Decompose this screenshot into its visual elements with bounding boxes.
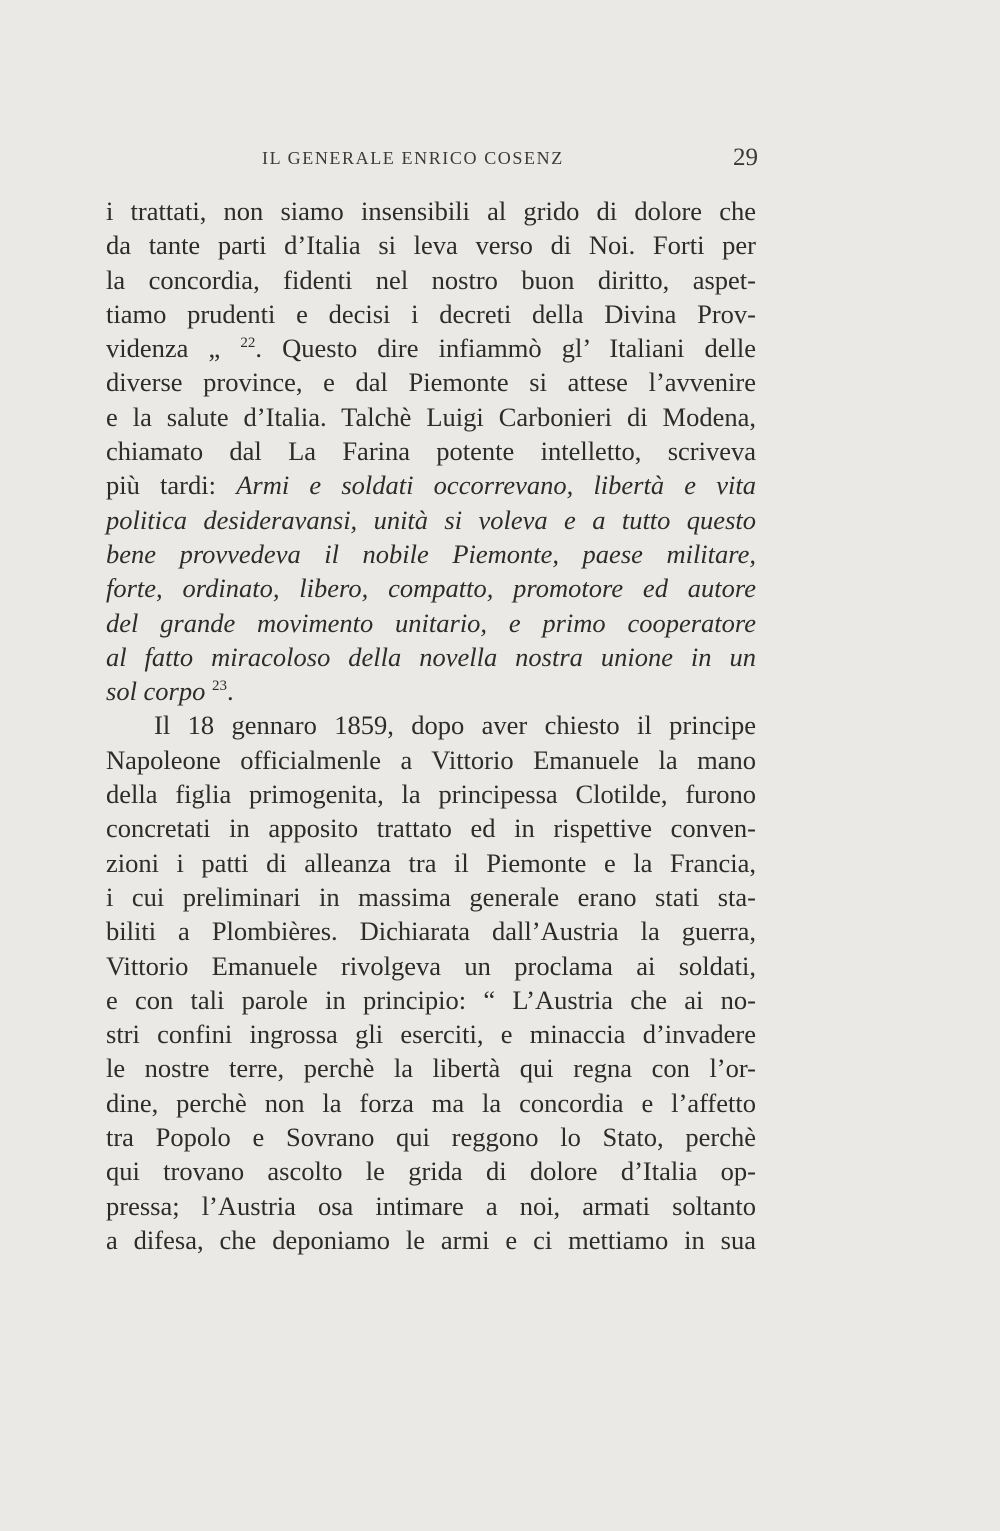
text-line: le nostre terre, perchè la libertà qui regna con l’or-	[106, 1053, 756, 1084]
text-line: della figlia primogenita, la principessa Clotilde, furono	[106, 779, 756, 810]
text-segment: videnza „	[106, 333, 241, 364]
italic-quote-segment: Armi e soldati occorrevano, libertà e vita	[236, 470, 756, 501]
text-line	[106, 606, 756, 640]
running-header	[262, 144, 758, 178]
text-line: chiamato dal La Farina potente intelletto, scriveva	[106, 436, 756, 467]
text-line: i cui preliminari in massima generale erano stati sta-	[106, 881, 756, 912]
text-segment: . Questo dire infiammò gl’ Italiani delle	[255, 333, 756, 364]
body-text	[106, 194, 756, 1257]
text-line: dine, perchè non la forza ma la concordia e l’affetto	[106, 1087, 756, 1118]
text-line	[106, 674, 756, 708]
text-line: i trattati, non siamo insensibili al grido di dolore che	[106, 196, 756, 226]
text-line: pressa; l’Austria osa intimare a noi, armati soltanto	[106, 1190, 756, 1221]
text-line: tiamo prudenti e decisi i decreti della Divina Prov-	[106, 298, 756, 329]
text-line	[106, 571, 756, 605]
text-line	[106, 640, 756, 674]
text-line: zioni i patti di alleanza tra il Piemonte e la Francia,	[106, 847, 756, 878]
text-line: Napoleone officialmenle a Vittorio Emanuele la mano	[106, 744, 756, 775]
text-line: e con tali parole in principio: “ L’Austria che ai no-	[106, 984, 756, 1015]
footnote-ref-23: 23	[212, 678, 227, 695]
text-line: concretati in apposito trattato ed in rispettive conven-	[106, 813, 756, 844]
text-line: qui trovano ascolto le grida di dolore d’Italia op-	[106, 1156, 756, 1187]
text-line: a difesa, che deponiamo le armi e ci mettiamo in sua	[106, 1224, 756, 1255]
text-line: stri confini ingrossa gli eserciti, e minaccia d’invadere	[106, 1019, 756, 1050]
text-line: Vittorio Emanuele rivolgeva un proclama ai soldati,	[106, 950, 756, 981]
text-segment: .	[227, 676, 234, 707]
running-title: IL GENERALE ENRICO COSENZ	[262, 148, 564, 168]
italic-quote-segment: sol corpo	[106, 676, 212, 707]
text-line: tra Popolo e Sovrano qui reggono lo Stato, perchè	[106, 1122, 756, 1153]
text-line	[106, 468, 756, 502]
footnote-ref-22: 22	[240, 335, 256, 352]
text-line	[106, 503, 756, 537]
text-line	[106, 331, 756, 365]
paragraph-first-line: Il 18 gennaro 1859, dopo aver chiesto il principe	[154, 710, 756, 741]
text-line: la concordia, fidenti nel nostro buon diritto, aspet-	[106, 264, 756, 295]
text-line: e la salute d’Italia. Talchè Luigi Carbonieri di Modena,	[106, 401, 756, 432]
italic-quote-segment: forte, ordinato, libero, compatto, promotore ed autore	[106, 573, 756, 604]
text-line	[106, 537, 756, 571]
text-line: da tante parti d’Italia si leva verso di Noi. Forti per	[106, 230, 756, 261]
text-segment: più tardi:	[106, 470, 237, 501]
italic-quote-segment: bene provvedeva il nobile Piemonte, paese militare,	[106, 538, 756, 569]
italic-quote-segment: politica desideravansi, unità si voleva e a tutto questo	[106, 504, 756, 535]
text-line: biliti a Plombières. Dichiarata dall’Austria la guerra,	[106, 916, 756, 947]
page-number: 29	[733, 144, 758, 171]
italic-quote-segment: del grande movimento unitario, e primo cooperatore	[106, 607, 756, 638]
italic-quote-segment: al fatto miracoloso della novella nostra unione in un	[106, 641, 756, 672]
text-line: diverse province, e dal Piemonte si attese l’avvenire	[106, 367, 756, 398]
